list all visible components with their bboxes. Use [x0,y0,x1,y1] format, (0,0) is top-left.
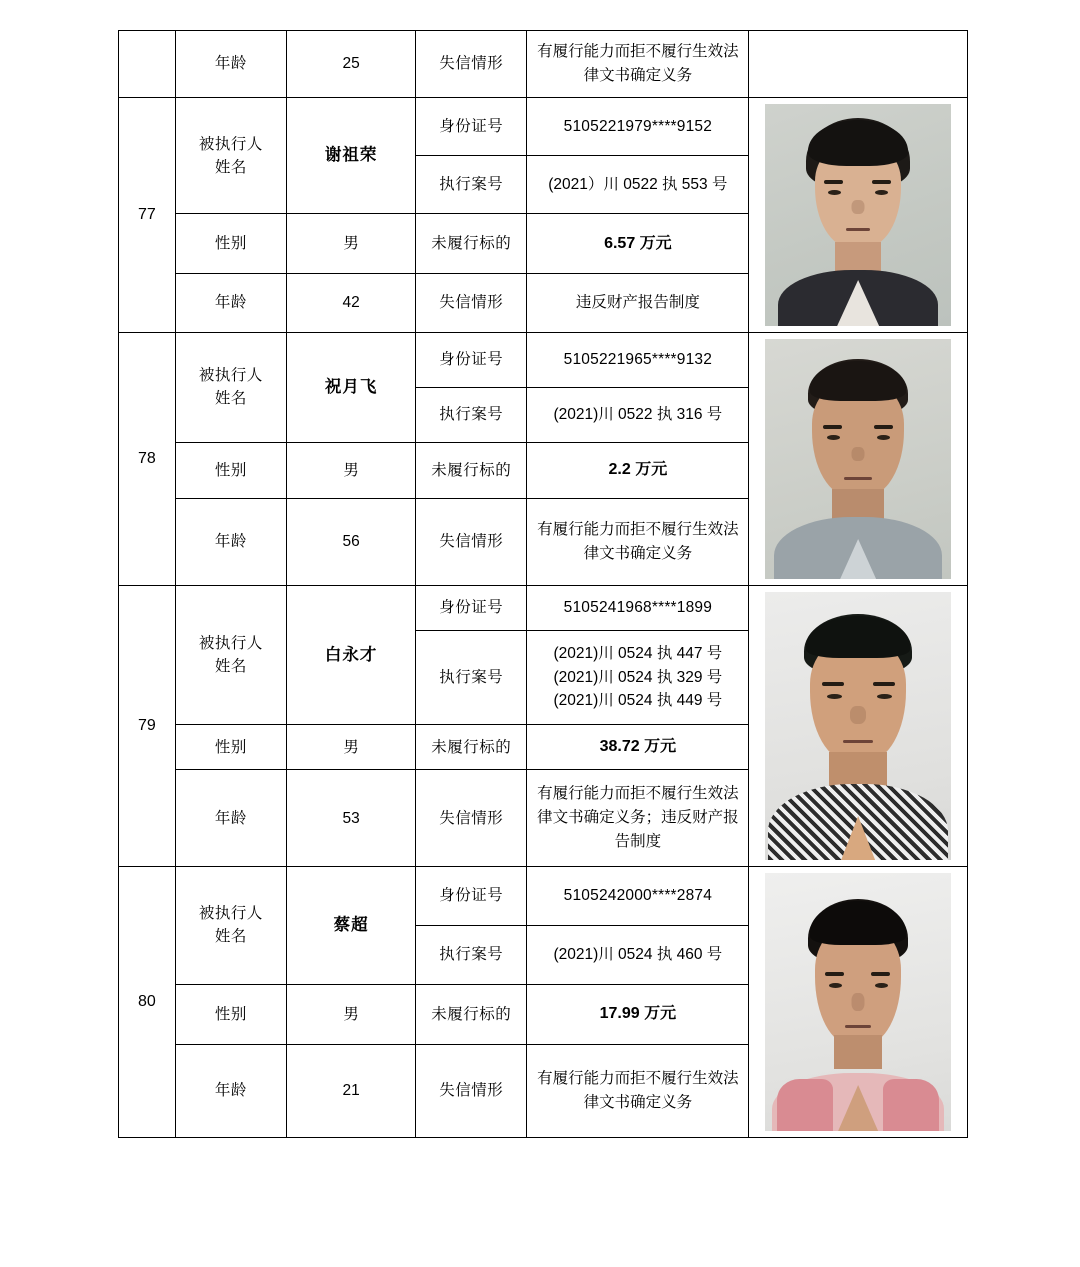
gender-label-cell [175,984,286,1044]
dishonesty-label: 失信情形 [439,1082,504,1100]
age-label-cell [175,273,286,332]
name-label-cell [175,867,286,985]
gender-value-cell [287,442,416,498]
name-label-line1: 被执行人 [198,905,263,923]
gender-label: 性别 [214,738,247,756]
age-value-cell [287,31,416,98]
dishonesty-value-cell [527,498,749,585]
case-value-cell [527,630,749,724]
age-value: 56 [342,533,360,551]
table-row [119,586,968,631]
name-label-line1: 被执行人 [198,634,263,652]
name-value-cell [287,867,416,985]
dishonesty-value: 违反财产报告制度 [575,293,700,311]
amount-value: 2.2 万元 [608,461,668,479]
table-row [119,333,968,388]
row-index-cell [119,31,176,98]
portrait-young-male [765,873,951,1131]
case-number: (2021)川 0524 执 447 号 [553,645,723,663]
dishonesty-value-cell [527,273,749,332]
case-label: 执行案号 [439,176,504,194]
age-label: 年龄 [214,809,247,827]
amount-label: 未履行标的 [431,461,512,479]
case-number: (2021)川 0524 执 329 号 [553,668,723,686]
name-label [176,355,286,420]
row-index: 77 [137,206,156,224]
case-number-list [527,633,748,721]
gender-label-cell [175,442,286,498]
age-label: 年龄 [214,533,247,551]
gender-label-cell [175,724,286,770]
dishonesty-value: 有履行能力而拒不履行生效法律文书确定义务 [537,1069,739,1111]
gender-value-cell [287,214,416,273]
row-index: 79 [137,717,156,735]
dishonesty-value-cell [527,31,749,98]
id-value-cell [527,586,749,631]
amount-value: 17.99 万元 [599,1005,677,1023]
age-value-cell [287,498,416,585]
debtor-name: 祝月飞 [324,378,378,397]
name-label-cell [175,586,286,725]
id-label: 身份证号 [439,599,504,617]
amount-label-cell [416,984,527,1044]
dishonesty-label: 失信情形 [439,533,504,551]
gender-value-cell [287,724,416,770]
dishonesty-label-cell [416,31,527,98]
portrait-77 [749,98,967,332]
dishonesty-label: 失信情形 [439,809,504,827]
id-number: 5105241968****1899 [563,599,713,617]
name-label-line1: 被执行人 [198,135,263,153]
portrait-older-male [765,339,951,579]
table-row [119,98,968,156]
gender-value: 男 [343,461,359,479]
amount-value-cell [527,984,749,1044]
row-index [119,55,175,73]
age-label-cell [175,498,286,585]
portrait-78 [749,333,967,585]
dishonesty-value-cell [527,1044,749,1137]
amount-value-cell [527,214,749,273]
case-number: (2021)川 0524 执 449 号 [553,691,723,709]
name-label-cell [175,333,286,443]
id-label-cell [416,867,527,926]
table-row [119,867,968,926]
id-number: 5105221979****9152 [563,118,713,136]
gender-value: 男 [343,1005,359,1023]
debtor-name: 白永才 [324,645,378,664]
age-value: 25 [342,55,360,73]
dishonesty-value: 有履行能力而拒不履行生效法律文书确定义务 [537,520,739,562]
amount-value: 6.57 万元 [604,234,672,252]
dishonesty-value: 有履行能力而拒不履行生效法律文书确定义务 [537,43,739,85]
gender-label: 性别 [214,234,247,252]
case-value-cell [527,156,749,214]
id-value-cell [527,98,749,156]
photo-cell [749,586,968,867]
amount-label: 未履行标的 [431,234,512,252]
name-label-line2: 姓名 [214,657,247,675]
id-label: 身份证号 [439,887,504,905]
gender-value: 男 [343,738,359,756]
row-index: 80 [137,993,156,1011]
portrait-middle-aged-male [765,592,951,860]
age-label: 年龄 [214,1082,247,1100]
dishonesty-label-cell [416,1044,527,1137]
age-value-cell [287,1044,416,1137]
case-number: (2021)川 0522 执 316 号 [553,406,723,424]
gender-label: 性别 [214,461,247,479]
case-label: 执行案号 [439,946,504,964]
id-label: 身份证号 [439,118,504,136]
case-label: 执行案号 [439,406,504,424]
case-number: (2021）川 0522 执 553 号 [548,176,728,194]
amount-label-cell [416,442,527,498]
photo-cell [749,98,968,333]
name-value-cell [287,333,416,443]
photo-cell [749,867,968,1138]
portrait-male-short-hair [765,104,951,326]
case-label-cell [416,156,527,214]
age-value: 42 [342,294,360,312]
case-value-cell [527,387,749,442]
name-label [176,124,286,189]
id-label-cell [416,98,527,156]
amount-label: 未履行标的 [431,738,512,756]
id-value-cell [527,867,749,926]
dishonesty-label-cell [416,770,527,867]
dishonest-debtor-table [118,30,968,1138]
id-label-cell [416,333,527,388]
amount-value-cell [527,724,749,770]
row-index-cell [119,867,176,1138]
id-value-cell [527,333,749,388]
amount-value-cell [527,442,749,498]
row-index-cell [119,98,176,333]
gender-value-cell [287,984,416,1044]
name-label-line2: 姓名 [214,928,247,946]
amount-label: 未履行标的 [431,1005,512,1023]
name-label [176,623,286,688]
age-label-cell [175,31,286,98]
row-index: 78 [137,450,156,468]
gender-label: 性别 [214,1005,247,1023]
id-number: 5105221965****9132 [563,351,713,369]
dishonesty-value-cell [527,770,749,867]
id-number: 5105242000****2874 [563,887,713,905]
portrait-79 [749,586,967,866]
debtor-name: 谢祖荣 [324,146,378,165]
id-label-cell [416,586,527,631]
dishonesty-value: 有履行能力而拒不履行生效法律文书确定义务；违反财产报告制度 [537,785,739,851]
gender-value: 男 [343,234,359,252]
amount-label-cell [416,724,527,770]
case-label-cell [416,387,527,442]
age-value-cell [287,273,416,332]
photo-cell [749,31,968,98]
case-label-cell [416,630,527,724]
age-value-cell [287,770,416,867]
age-label: 年龄 [214,294,247,312]
name-label-line1: 被执行人 [198,367,263,385]
age-value: 53 [342,809,360,827]
dishonesty-label: 失信情形 [439,55,504,73]
case-label-cell [416,925,527,984]
name-label-cell [175,98,286,214]
age-value: 21 [342,1082,360,1100]
case-value-cell [527,925,749,984]
portrait-80 [749,867,967,1137]
case-label: 执行案号 [439,668,504,686]
photo-cell [749,333,968,586]
gender-label-cell [175,214,286,273]
row-index-cell [119,586,176,867]
id-label: 身份证号 [439,351,504,369]
age-label-cell [175,770,286,867]
table-row [119,31,968,98]
age-label: 年龄 [214,55,247,73]
case-number: (2021)川 0524 执 460 号 [553,946,723,964]
name-label-line2: 姓名 [214,390,247,408]
dishonesty-label-cell [416,273,527,332]
debtor-name: 蔡超 [333,916,369,934]
name-label-line2: 姓名 [214,158,247,176]
name-value-cell [287,98,416,214]
age-label-cell [175,1044,286,1137]
row-index-cell [119,333,176,586]
dishonesty-label: 失信情形 [439,294,504,312]
name-value-cell [287,586,416,725]
dishonesty-label-cell [416,498,527,585]
name-label [176,893,286,958]
amount-value: 38.72 万元 [599,738,677,756]
amount-label-cell [416,214,527,273]
